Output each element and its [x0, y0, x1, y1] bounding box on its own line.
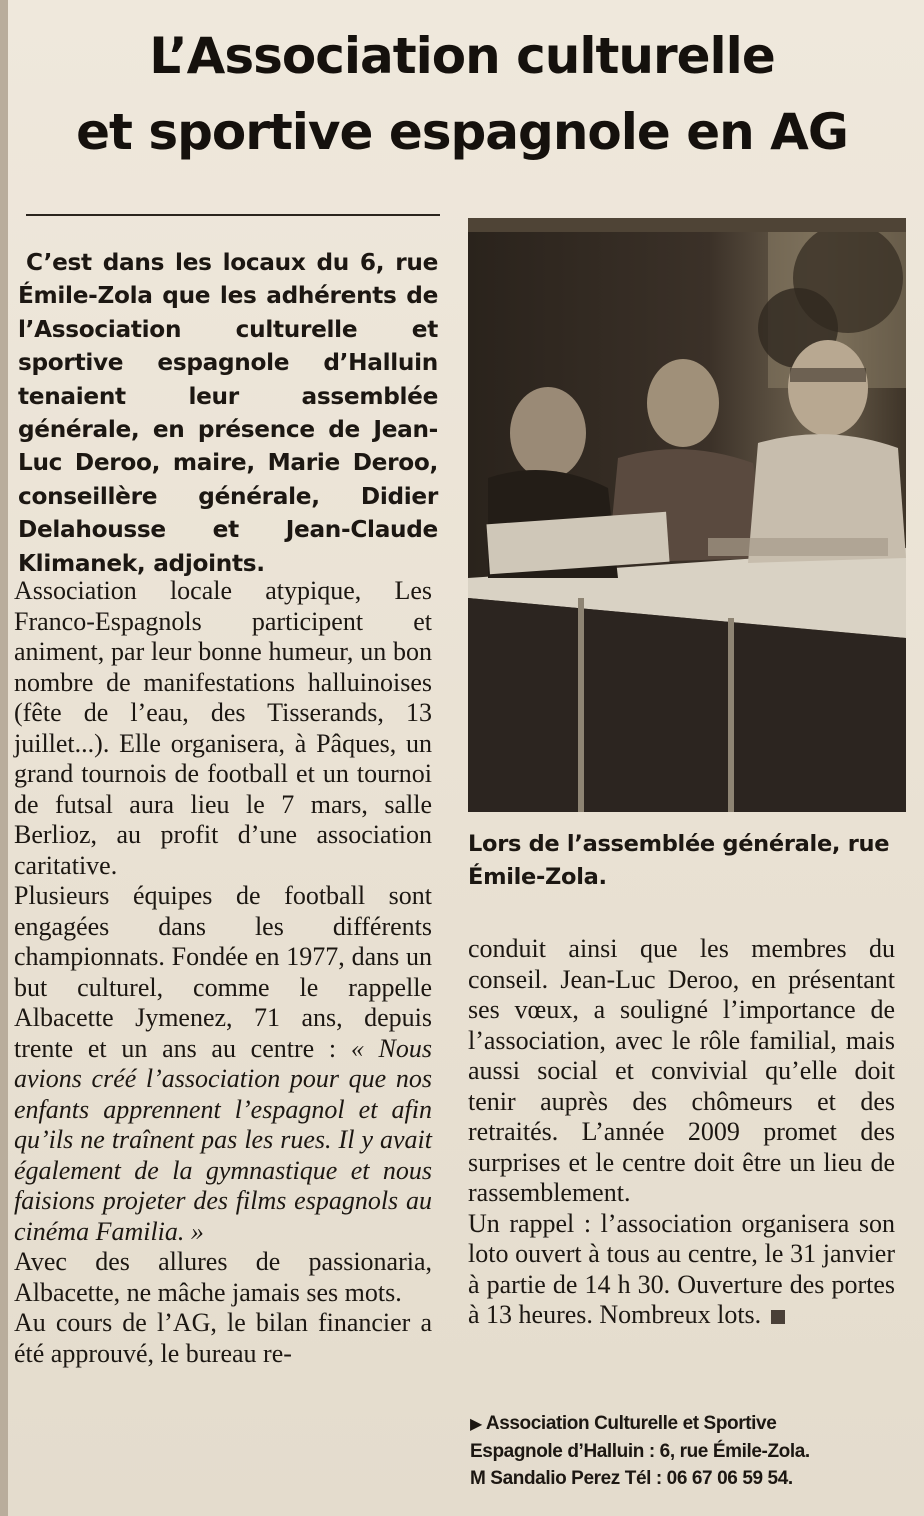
column-left: [14, 576, 432, 1369]
info-line-1: [470, 1410, 902, 1438]
paragraph-5-text: Un rappel : l’association organisera son loto ouvert à tous au centre, le 31 janvier à partie de 14 h 30. Ouverture des portes à 13 heures. Nombreux lots.: [468, 1208, 895, 1329]
article-photo: [468, 218, 906, 812]
lede-text: C’est dans les locaux du 6, rue Émile-Zola que les adhérents de l’Association culturelle et sportive espagnole d’Halluin tenaient leur assemblée générale, en présence de Jean-Luc Deroo, maire, Marie Deroo, conseillère générale, Didier Delahousse et Jean-Claude Klimanek, adjoints.: [18, 249, 438, 577]
paragraph-2-text: Plusieurs équipes de football sont engagées dans les différents championnats. Fondée en 1977, dans un but culturel, comme le rappelle Albacette Jymenez, 71 ans, depuis trente et un ans au centre :: [14, 881, 432, 1063]
headline-line-1: L’Association culturelle: [149, 27, 775, 85]
separator-rule: [26, 214, 440, 216]
paragraph-1: Association locale atypique, Les Franco-Espagnols participent et animent, par leur bonne humeur, un bon nombre de manifestations halluinoises (fête de l’eau, des Tisserands, 13 juillet...). Elle organisera, à Pâques, un grand tournois de football et un tournoi de futsal aura lieu le 7 mars, salle Berlioz, au profit d’une association caritative.: [14, 576, 432, 880]
paragraph-2-quote: « Nous avions créé l’association pour que nos enfants apprennent l’espagnol et afin qu’ils ne traînent pas les rues. Il y avait également de la gymnastique et nous faisions projeter des films espagnols au cinéma Familia. »: [14, 1033, 432, 1246]
article-lede: [18, 246, 438, 580]
paragraph-3: Avec des allures de passionaria, Albacette, ne mâche jamais ses mots.: [14, 1247, 432, 1307]
page-edge: [0, 0, 8, 1516]
right-triangle-icon: ▶: [470, 1416, 482, 1433]
paragraph-4-start: Au cours de l’AG, le bilan financier a été approuvé, le bureau re-: [14, 1308, 432, 1368]
info-line-2: Espagnole d’Halluin : 6, rue Émile-Zola.: [470, 1441, 810, 1462]
photo-illustration: [468, 218, 906, 812]
paragraph-5: [468, 1209, 895, 1331]
photo-caption: Lors de l’assemblée générale, rue Émile-Zola.: [468, 831, 890, 890]
square-icon: [771, 1310, 785, 1324]
column-right: [468, 934, 895, 1331]
headline: [10, 18, 914, 170]
paragraph-4-end: conduit ainsi que les membres du conseil. Jean-Luc Deroo, en présentant ses vœux, a souligné l’importance de l’association, avec le rôle familial, mais aussi social et convivial qu’elle doit tenir auprès des chômeurs et des retraités. L’année 2009 promet des surprises et le centre doit être un lieu de rassemblement.: [468, 934, 895, 1207]
paragraph-2: [14, 881, 432, 1247]
contact-info: [470, 1410, 902, 1492]
info-line-1-text: Association Culturelle et Sportive: [485, 1413, 777, 1434]
info-line-3: M Sandalio Perez Tél : 06 67 06 59 54.: [470, 1468, 793, 1489]
headline-line-2: et sportive espagnole en AG: [76, 103, 848, 161]
